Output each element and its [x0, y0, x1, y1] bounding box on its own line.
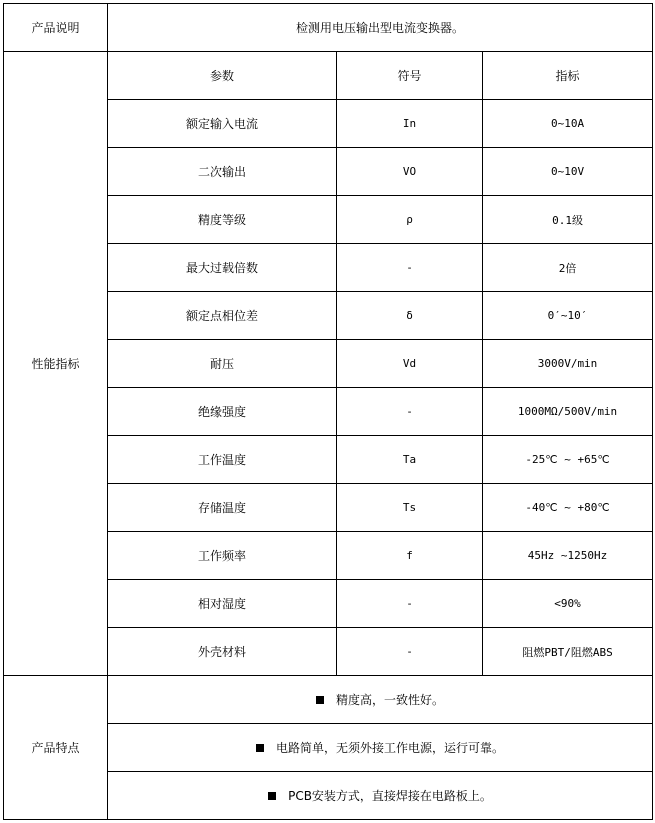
square-bullet-icon: [268, 792, 276, 800]
param-cell: 精度等级: [108, 196, 337, 244]
header-symbol: 符号: [337, 52, 483, 100]
symbol-cell: δ: [337, 292, 483, 340]
symbol-cell: -: [337, 244, 483, 292]
symbol-cell: -: [337, 580, 483, 628]
features-label: 产品特点: [4, 676, 108, 820]
symbol-cell: Ta: [337, 436, 483, 484]
feature-item: [108, 676, 653, 724]
param-cell: 最大过载倍数: [108, 244, 337, 292]
value-cell: -25℃ ~ +65℃: [483, 436, 653, 484]
symbol-cell: f: [337, 532, 483, 580]
performance-header-row: [4, 52, 653, 100]
value-cell: 0~10V: [483, 148, 653, 196]
square-bullet-icon: [316, 696, 324, 704]
feature-row: [4, 676, 653, 724]
feature-item: [108, 724, 653, 772]
product-description-text: 检测用电压输出型电流变换器。: [108, 4, 653, 52]
value-cell: 3000V/min: [483, 340, 653, 388]
value-cell: 2倍: [483, 244, 653, 292]
param-cell: 额定输入电流: [108, 100, 337, 148]
spec-table: [3, 3, 653, 820]
square-bullet-icon: [256, 744, 264, 752]
feature-item: [108, 772, 653, 820]
symbol-cell: -: [337, 388, 483, 436]
feature-text: PCB安装方式，直接焊接在电路板上。: [288, 789, 492, 803]
symbol-cell: In: [337, 100, 483, 148]
param-cell: 绝缘强度: [108, 388, 337, 436]
param-cell: 工作频率: [108, 532, 337, 580]
symbol-cell: Ts: [337, 484, 483, 532]
performance-label: 性能指标: [4, 52, 108, 676]
value-cell: 阻燃PBT/阻燃ABS: [483, 628, 653, 676]
param-cell: 耐压: [108, 340, 337, 388]
value-cell: 0~10A: [483, 100, 653, 148]
value-cell: 0.1级: [483, 196, 653, 244]
param-cell: 存储温度: [108, 484, 337, 532]
param-cell: 外壳材料: [108, 628, 337, 676]
value-cell: 45Hz ~1250Hz: [483, 532, 653, 580]
feature-text: 精度高，一致性好。: [336, 693, 445, 707]
value-cell: 0′~10′: [483, 292, 653, 340]
header-value: 指标: [483, 52, 653, 100]
value-cell: -40℃ ~ +80℃: [483, 484, 653, 532]
symbol-cell: -: [337, 628, 483, 676]
symbol-cell: VO: [337, 148, 483, 196]
param-cell: 二次输出: [108, 148, 337, 196]
product-description-label: 产品说明: [4, 4, 108, 52]
param-cell: 相对湿度: [108, 580, 337, 628]
symbol-cell: Vd: [337, 340, 483, 388]
value-cell: 1000MΩ/500V/min: [483, 388, 653, 436]
feature-text: 电路简单，无须外接工作电源，运行可靠。: [276, 741, 505, 755]
product-description-row: [4, 4, 653, 52]
param-cell: 额定点相位差: [108, 292, 337, 340]
symbol-cell: ρ: [337, 196, 483, 244]
param-cell: 工作温度: [108, 436, 337, 484]
header-param: 参数: [108, 52, 337, 100]
value-cell: <90%: [483, 580, 653, 628]
